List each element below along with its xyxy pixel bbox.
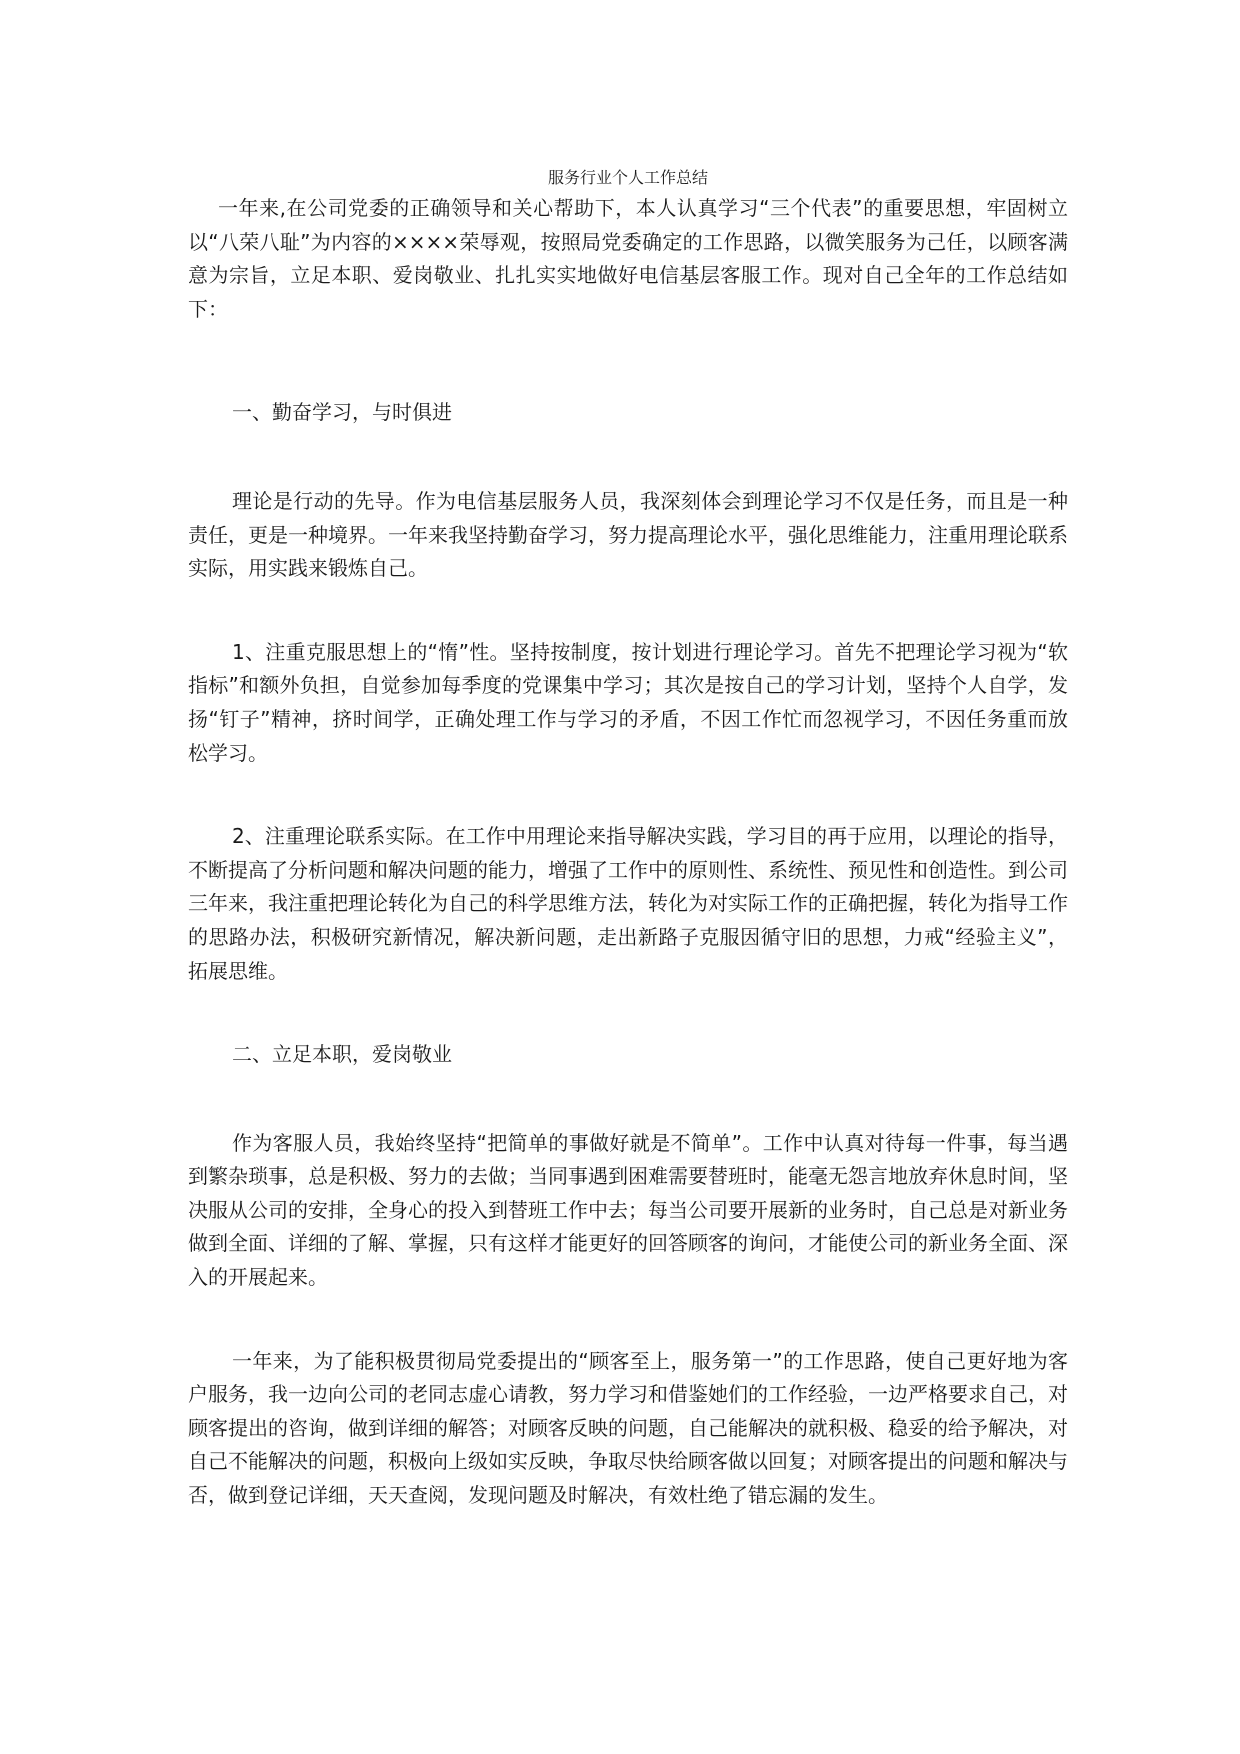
intro-paragraph: 一年来,在公司党委的正确领导和关心帮助下，本人认真学习“三个代表”的重要思想，牢固树立以“八荣八耻”为内容的××××荣辱观，按照局党委确定的工作思路，以微笑服务为己任，以顾客满意为宗旨，立足本职、爱岗敬业、扎扎实实地做好电信基层客服工作。现对自己全年的工作总结如下： — [188, 196, 1068, 321]
document-title: 服务行业个人工作总结 — [547, 168, 708, 187]
section1-paragraph: 理论是行动的先导。作为电信基层服务人员，我深刻体会到理论学习不仅是任务，而且是一种责任，更是一种境界。一年来我坚持勤奋学习，努力提高理论水平，强化思维能力，注重用理论联系实际，用实践来锻炼自己。 — [188, 488, 1068, 581]
section1-item-2: 2、注重理论联系实际。在工作中用理论来指导解决实践，学习目的再于应用，以理论的指导，不断提高了分析问题和解决问题的能力，增强了工作中的原则性、系统性、预见性和创造性。到公司三年来，我注重把理论转化为自己的科学思维方法，转化为对实际工作的正确把握，转化为指导工作的思路办法，积极研究新情况，解决新问题，走出新路子克服因循守旧的思想，力戒“经验主义”，拓展思维。 — [188, 824, 1068, 983]
section1-heading: 一、勤奋学习，与时俱进 — [232, 400, 452, 425]
section2-heading: 二、立足本职，爱岗敬业 — [232, 1042, 452, 1067]
document-page — [188, 166, 1068, 1513]
section2-paragraph-2: 一年来，为了能积极贯彻局党委提出的“顾客至上，服务第一”的工作思路，使自己更好地为客户服务，我一边向公司的老同志虚心请教，努力学习和借鉴她们的工作经验，一边严格要求自己，对顾客提出的咨询，做到详细的解答；对顾客反映的问题，自己能解决的就积极、稳妥的给予解决，对自己不能解决的问题，积极向上级如实反映，争取尽快给顾客做以回复；对顾客提出的问题和解决与否，做到登记详细，天天查阅，发现问题及时解决，有效杜绝了错忘漏的发生。 — [188, 1348, 1068, 1508]
section1-item-1: 1、注重克服思想上的“惰”性。坚持按制度，按计划进行理论学习。首先不把理论学习视为“软指标”和额外负担，自觉参加每季度的党课集中学习；其次是按自己的学习计划，坚持个人自学，发扬“钉子”精神，挤时间学，正确处理工作与学习的矛盾，不因工作忙而忽视学习，不因任务重而放松学习。 — [188, 639, 1068, 765]
section2-paragraph-1: 作为客服人员，我始终坚持“把简单的事做好就是不简单”。工作中认真对待每一件事，每当遇到繁杂琐事，总是积极、努力的去做；当同事遇到困难需要替班时，能毫无怨言地放弃休息时间，坚决服从公司的安排，全身心的投入到替班工作中去；每当公司要开展新的业务时，自己总是对新业务做到全面、详细的了解、掌握，只有这样才能更好的回答顾客的询问，才能使公司的新业务全面、深入的开展起来。 — [188, 1130, 1068, 1290]
